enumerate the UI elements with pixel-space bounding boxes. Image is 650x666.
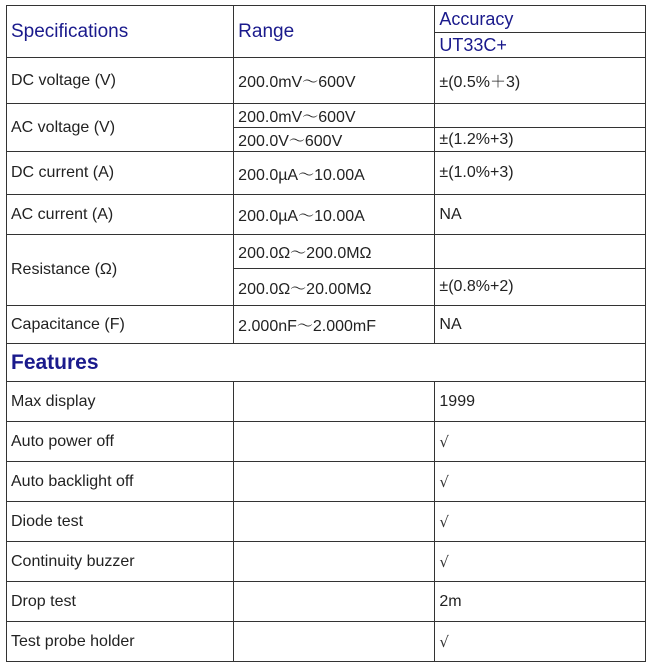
- spec-name: Resistance (Ω): [7, 235, 234, 306]
- feature-name: Drop test: [7, 582, 234, 622]
- spec-range: 2.000nF～2.000mF: [234, 306, 435, 344]
- feature-name: Test probe holder: [7, 622, 234, 662]
- table-row: [7, 58, 646, 104]
- feature-range: [234, 582, 435, 622]
- feature-value: 1999: [435, 382, 646, 422]
- feature-name: Auto backlight off: [7, 462, 234, 502]
- spec-accuracy: NA: [435, 195, 646, 235]
- table-row: [7, 152, 646, 195]
- table-row: [7, 542, 646, 582]
- spec-accuracy: [435, 235, 646, 269]
- header-range: Range: [234, 6, 435, 58]
- table-row: [7, 502, 646, 542]
- checkmark-icon: √: [435, 502, 646, 542]
- spec-name: AC voltage (V): [7, 104, 234, 152]
- feature-range: [234, 382, 435, 422]
- features-header-row: [7, 344, 646, 382]
- spec-name: DC voltage (V): [7, 58, 234, 104]
- feature-range: [234, 502, 435, 542]
- table-row: [7, 235, 646, 269]
- table-row: [7, 422, 646, 462]
- table-row: [7, 195, 646, 235]
- feature-value: 2m: [435, 582, 646, 622]
- spec-name: DC current (A): [7, 152, 234, 195]
- spec-name: Capacitance (F): [7, 306, 234, 344]
- spec-accuracy: ±(0.8%+2): [435, 269, 646, 306]
- header-specifications: Specifications: [7, 6, 234, 58]
- spec-accuracy: NA: [435, 306, 646, 344]
- spec-range: 200.0mV～600V: [234, 104, 435, 128]
- checkmark-icon: √: [435, 542, 646, 582]
- spec-range: 200.0µA～10.00A: [234, 195, 435, 235]
- table-row: [7, 582, 646, 622]
- spec-range: 200.0mV～600V: [234, 58, 435, 104]
- feature-range: [234, 422, 435, 462]
- feature-name: Continuity buzzer: [7, 542, 234, 582]
- spec-name: AC current (A): [7, 195, 234, 235]
- spec-accuracy: [435, 104, 646, 128]
- header-model: UT33C+: [435, 33, 646, 58]
- spec-range: 200.0Ω～20.00MΩ: [234, 269, 435, 306]
- table-row: [7, 462, 646, 502]
- spec-accuracy: ±(1.2%+3): [435, 128, 646, 152]
- feature-range: [234, 622, 435, 662]
- feature-range: [234, 542, 435, 582]
- spec-range: 200.0Ω～200.0MΩ: [234, 235, 435, 269]
- spec-table-container: [6, 5, 646, 662]
- feature-name: Auto power off: [7, 422, 234, 462]
- feature-name: Max display: [7, 382, 234, 422]
- header-accuracy: Accuracy: [435, 6, 646, 33]
- table-row: [7, 306, 646, 344]
- header-row: [7, 6, 646, 33]
- spec-range: 200.0µA～10.00A: [234, 152, 435, 195]
- table-row: [7, 382, 646, 422]
- table-row: [7, 104, 646, 128]
- spec-accuracy: ±(1.0%+3): [435, 152, 646, 195]
- checkmark-icon: √: [435, 622, 646, 662]
- checkmark-icon: √: [435, 422, 646, 462]
- features-title: Features: [7, 344, 646, 382]
- table-row: [7, 622, 646, 662]
- spec-accuracy: ±(0.5%＋3): [435, 58, 646, 104]
- checkmark-icon: √: [435, 462, 646, 502]
- feature-name: Diode test: [7, 502, 234, 542]
- spec-range: 200.0V～600V: [234, 128, 435, 152]
- spec-table: [6, 5, 646, 662]
- feature-range: [234, 462, 435, 502]
